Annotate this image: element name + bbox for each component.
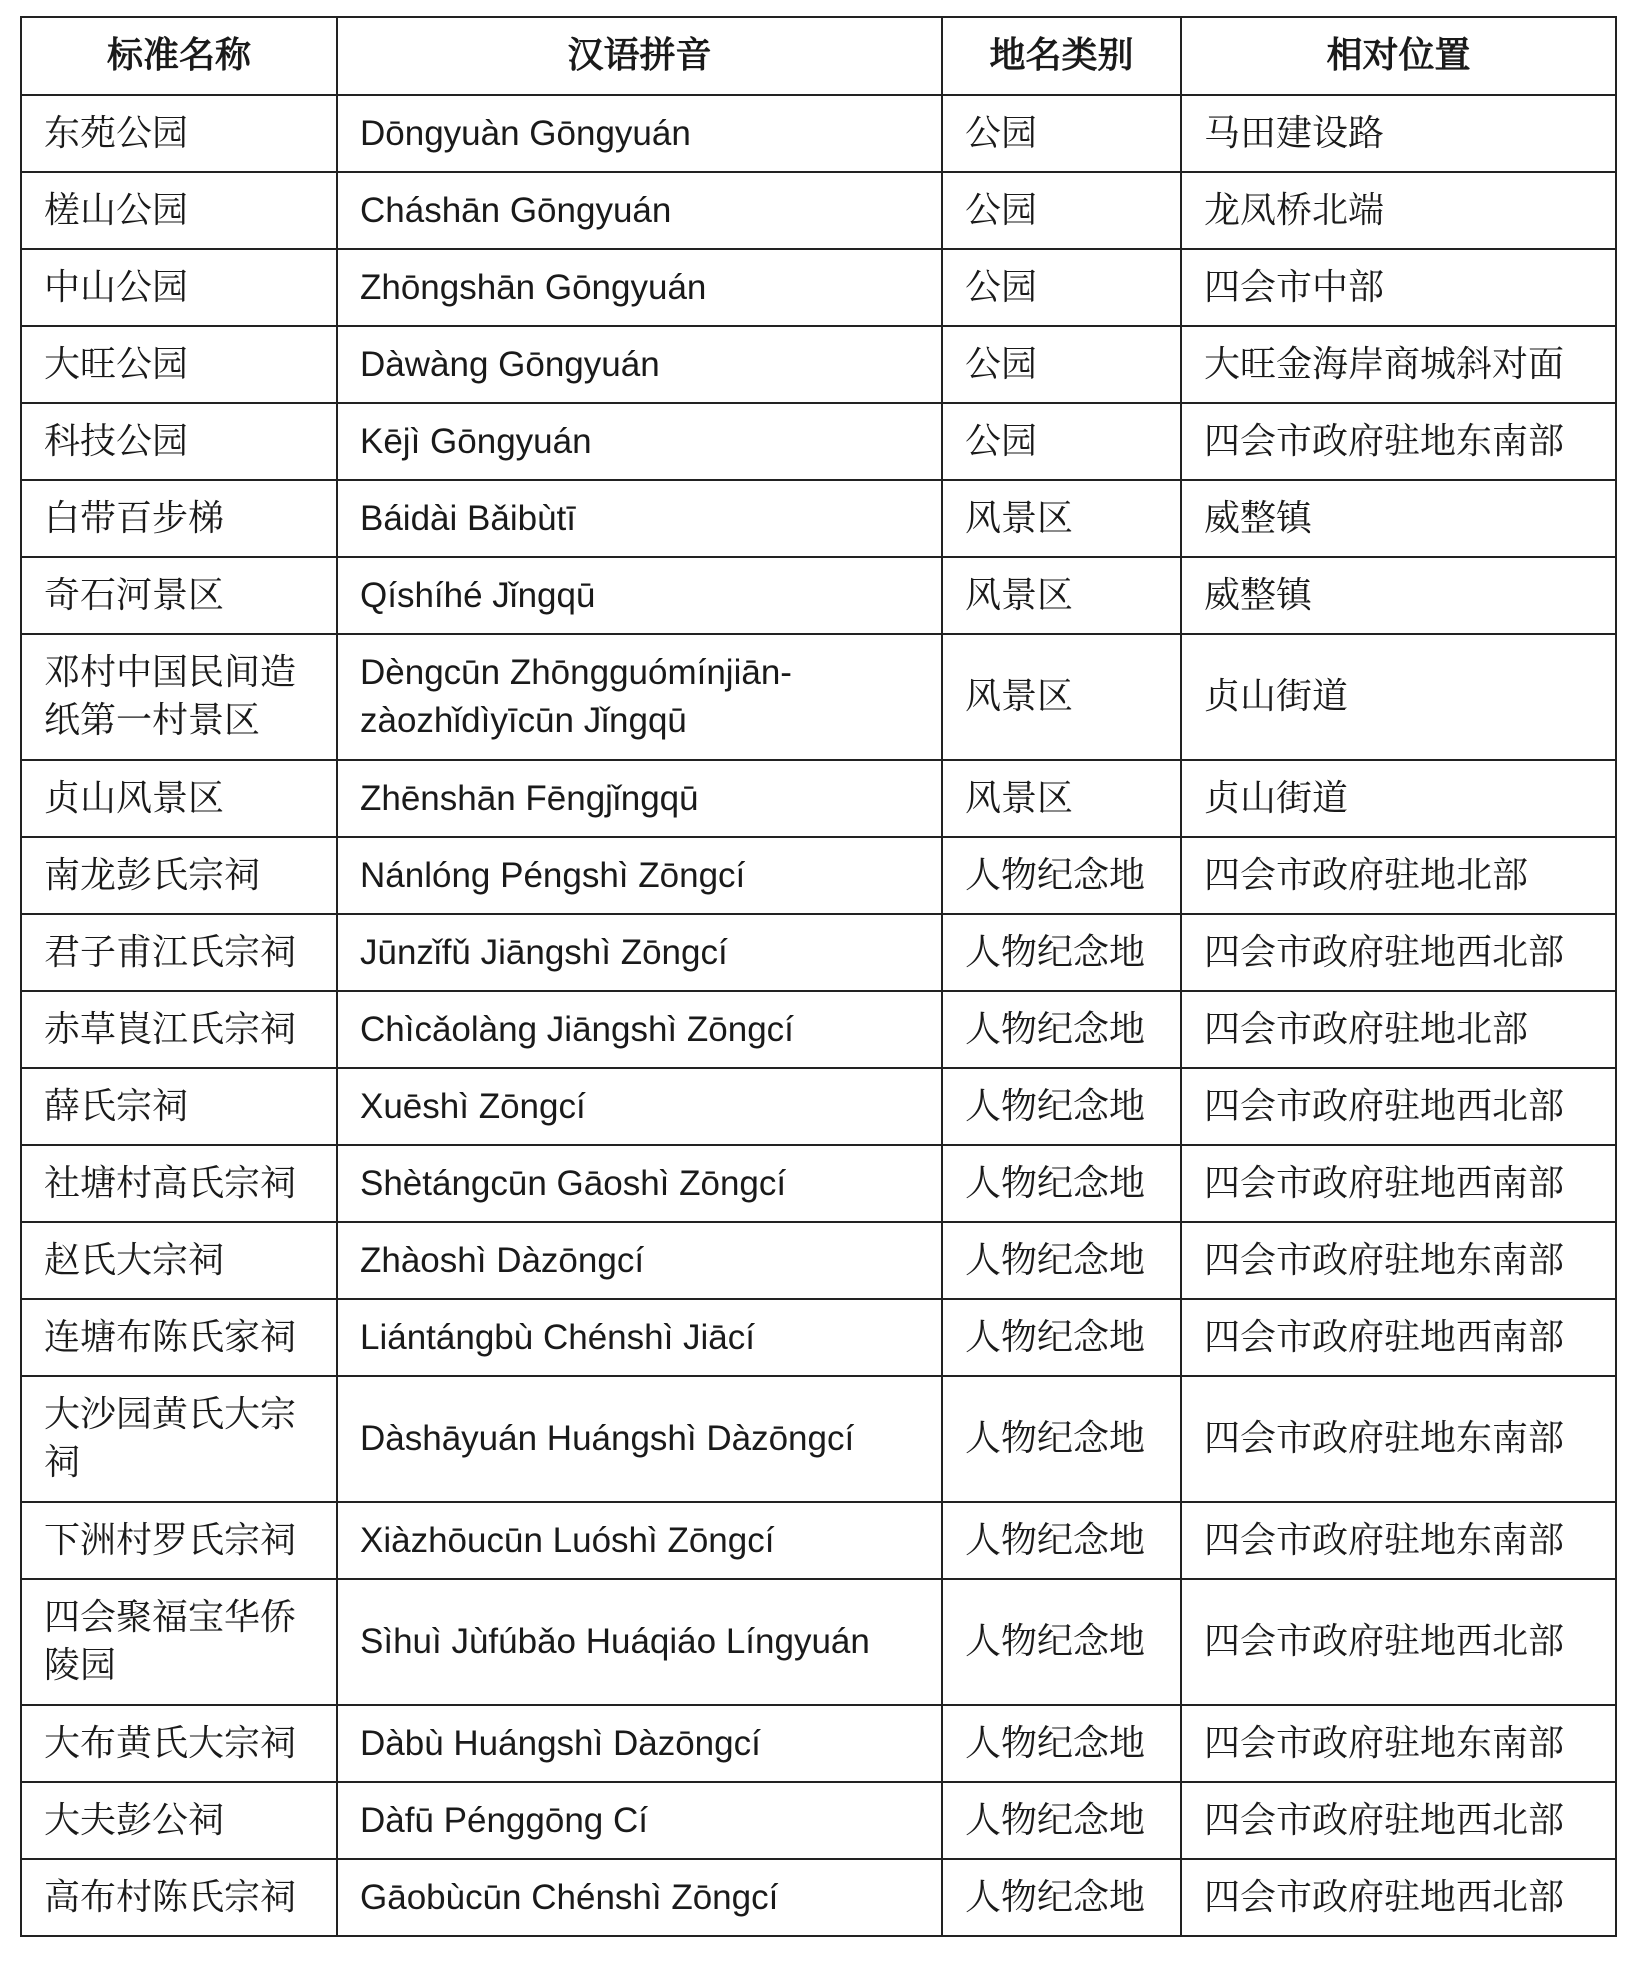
table-row: [21, 634, 1616, 760]
cell-pinyin: Xiàzhōucūn Luóshì Zōngcí: [337, 1502, 942, 1579]
cell-pinyin: Cháshān Gōngyuán: [337, 172, 942, 249]
table-row: [21, 1299, 1616, 1376]
header-pinyin: 汉语拼音: [337, 17, 942, 95]
cell-relative-location: 四会市政府驻地西南部: [1181, 1299, 1616, 1376]
cell-category: 人物纪念地: [942, 914, 1181, 991]
cell-relative-location: 四会市政府驻地东南部: [1181, 1705, 1616, 1782]
cell-category: 人物纪念地: [942, 991, 1181, 1068]
table-row: [21, 1145, 1616, 1222]
cell-relative-location: 马田建设路: [1181, 95, 1616, 172]
cell-category: 公园: [942, 95, 1181, 172]
place-name-table-container: [20, 16, 1615, 1937]
cell-relative-location: 威整镇: [1181, 480, 1616, 557]
cell-pinyin: Dōngyuàn Gōngyuán: [337, 95, 942, 172]
cell-standard-name: 邓村中国民间造纸第一村景区: [21, 634, 337, 760]
cell-standard-name: 薛氏宗祠: [21, 1068, 337, 1145]
table-row: [21, 326, 1616, 403]
cell-standard-name: 四会聚福宝华侨陵园: [21, 1579, 337, 1705]
cell-standard-name: 南龙彭氏宗祠: [21, 837, 337, 914]
cell-relative-location: 四会市政府驻地西北部: [1181, 1068, 1616, 1145]
table-row: [21, 837, 1616, 914]
table-row: [21, 1859, 1616, 1936]
cell-pinyin: Nánlóng Péngshì Zōngcí: [337, 837, 942, 914]
cell-relative-location: 四会市政府驻地西北部: [1181, 1859, 1616, 1936]
cell-relative-location: 四会市政府驻地北部: [1181, 991, 1616, 1068]
cell-pinyin: Dàbù Huángshì Dàzōngcí: [337, 1705, 942, 1782]
cell-relative-location: 四会市政府驻地东南部: [1181, 403, 1616, 480]
table-row: [21, 403, 1616, 480]
cell-category: 人物纪念地: [942, 1299, 1181, 1376]
cell-relative-location: 四会市政府驻地东南部: [1181, 1376, 1616, 1502]
cell-standard-name: 大旺公园: [21, 326, 337, 403]
cell-category: 人物纪念地: [942, 1145, 1181, 1222]
cell-category: 公园: [942, 249, 1181, 326]
cell-pinyin: Zhēnshān Fēngjǐngqū: [337, 760, 942, 837]
table-row: [21, 1376, 1616, 1502]
cell-category: 人物纪念地: [942, 837, 1181, 914]
cell-pinyin: Sìhuì Jùfúbǎo Huáqiáo Língyuán: [337, 1579, 942, 1705]
cell-category: 人物纪念地: [942, 1376, 1181, 1502]
table-row: [21, 95, 1616, 172]
cell-relative-location: 四会市中部: [1181, 249, 1616, 326]
cell-standard-name: 奇石河景区: [21, 557, 337, 634]
cell-pinyin: Shètángcūn Gāoshì Zōngcí: [337, 1145, 942, 1222]
table-row: [21, 1222, 1616, 1299]
table-row: [21, 991, 1616, 1068]
cell-category: 公园: [942, 326, 1181, 403]
cell-relative-location: 四会市政府驻地北部: [1181, 837, 1616, 914]
table-row: [21, 1068, 1616, 1145]
cell-pinyin: Dàfū Pénggōng Cí: [337, 1782, 942, 1859]
cell-standard-name: 赵氏大宗祠: [21, 1222, 337, 1299]
cell-standard-name: 赤草崀江氏宗祠: [21, 991, 337, 1068]
cell-pinyin: Gāobùcūn Chénshì Zōngcí: [337, 1859, 942, 1936]
cell-category: 人物纪念地: [942, 1222, 1181, 1299]
cell-standard-name: 下洲村罗氏宗祠: [21, 1502, 337, 1579]
table-header-row: [21, 17, 1616, 95]
cell-relative-location: 贞山街道: [1181, 760, 1616, 837]
cell-relative-location: 四会市政府驻地西北部: [1181, 1782, 1616, 1859]
cell-pinyin: Dèngcūn Zhōngguómínjiān-zàozhǐdìyīcūn Jǐngqū: [337, 634, 942, 760]
cell-relative-location: 龙凤桥北端: [1181, 172, 1616, 249]
cell-category: 人物纪念地: [942, 1705, 1181, 1782]
cell-pinyin: Jūnzǐfǔ Jiāngshì Zōngcí: [337, 914, 942, 991]
cell-category: 公园: [942, 172, 1181, 249]
cell-standard-name: 贞山风景区: [21, 760, 337, 837]
table-row: [21, 480, 1616, 557]
cell-category: 人物纪念地: [942, 1502, 1181, 1579]
header-relative-location: 相对位置: [1181, 17, 1616, 95]
cell-pinyin: Zhàoshì Dàzōngcí: [337, 1222, 942, 1299]
table-row: [21, 1705, 1616, 1782]
cell-category: 风景区: [942, 557, 1181, 634]
cell-pinyin: Liántángbù Chénshì Jiācí: [337, 1299, 942, 1376]
cell-category: 公园: [942, 403, 1181, 480]
cell-relative-location: 四会市政府驻地西南部: [1181, 1145, 1616, 1222]
header-category: 地名类别: [942, 17, 1181, 95]
cell-relative-location: 大旺金海岸商城斜对面: [1181, 326, 1616, 403]
cell-pinyin: Kējì Gōngyuán: [337, 403, 942, 480]
cell-pinyin: Zhōngshān Gōngyuán: [337, 249, 942, 326]
cell-standard-name: 科技公园: [21, 403, 337, 480]
cell-relative-location: 四会市政府驻地东南部: [1181, 1222, 1616, 1299]
cell-relative-location: 四会市政府驻地西北部: [1181, 1579, 1616, 1705]
table-row: [21, 172, 1616, 249]
cell-pinyin: Qíshíhé Jǐngqū: [337, 557, 942, 634]
cell-category: 风景区: [942, 760, 1181, 837]
cell-standard-name: 东苑公园: [21, 95, 337, 172]
cell-category: 人物纪念地: [942, 1782, 1181, 1859]
cell-category: 风景区: [942, 634, 1181, 760]
cell-standard-name: 大布黄氏大宗祠: [21, 1705, 337, 1782]
cell-standard-name: 高布村陈氏宗祠: [21, 1859, 337, 1936]
cell-pinyin: Xuēshì Zōngcí: [337, 1068, 942, 1145]
cell-category: 风景区: [942, 480, 1181, 557]
cell-standard-name: 槎山公园: [21, 172, 337, 249]
cell-standard-name: 大夫彭公祠: [21, 1782, 337, 1859]
cell-pinyin: Báidài Bǎibùtī: [337, 480, 942, 557]
table-row: [21, 1579, 1616, 1705]
table-row: [21, 249, 1616, 326]
cell-standard-name: 白带百步梯: [21, 480, 337, 557]
cell-pinyin: Dàshāyuán Huángshì Dàzōngcí: [337, 1376, 942, 1502]
cell-standard-name: 连塘布陈氏家祠: [21, 1299, 337, 1376]
table-row: [21, 914, 1616, 991]
cell-standard-name: 大沙园黄氏大宗祠: [21, 1376, 337, 1502]
table-row: [21, 557, 1616, 634]
cell-relative-location: 威整镇: [1181, 557, 1616, 634]
cell-standard-name: 君子甫江氏宗祠: [21, 914, 337, 991]
table-row: [21, 1502, 1616, 1579]
cell-category: 人物纪念地: [942, 1068, 1181, 1145]
place-name-table: [20, 16, 1617, 1937]
table-row: [21, 760, 1616, 837]
cell-pinyin: Chìcǎolàng Jiāngshì Zōngcí: [337, 991, 942, 1068]
cell-standard-name: 中山公园: [21, 249, 337, 326]
cell-pinyin: Dàwàng Gōngyuán: [337, 326, 942, 403]
table-body: [21, 95, 1616, 1936]
cell-relative-location: 四会市政府驻地东南部: [1181, 1502, 1616, 1579]
cell-relative-location: 四会市政府驻地西北部: [1181, 914, 1616, 991]
cell-category: 人物纪念地: [942, 1859, 1181, 1936]
table-row: [21, 1782, 1616, 1859]
cell-standard-name: 社塘村高氏宗祠: [21, 1145, 337, 1222]
header-standard-name: 标准名称: [21, 17, 337, 95]
cell-relative-location: 贞山街道: [1181, 634, 1616, 760]
cell-category: 人物纪念地: [942, 1579, 1181, 1705]
